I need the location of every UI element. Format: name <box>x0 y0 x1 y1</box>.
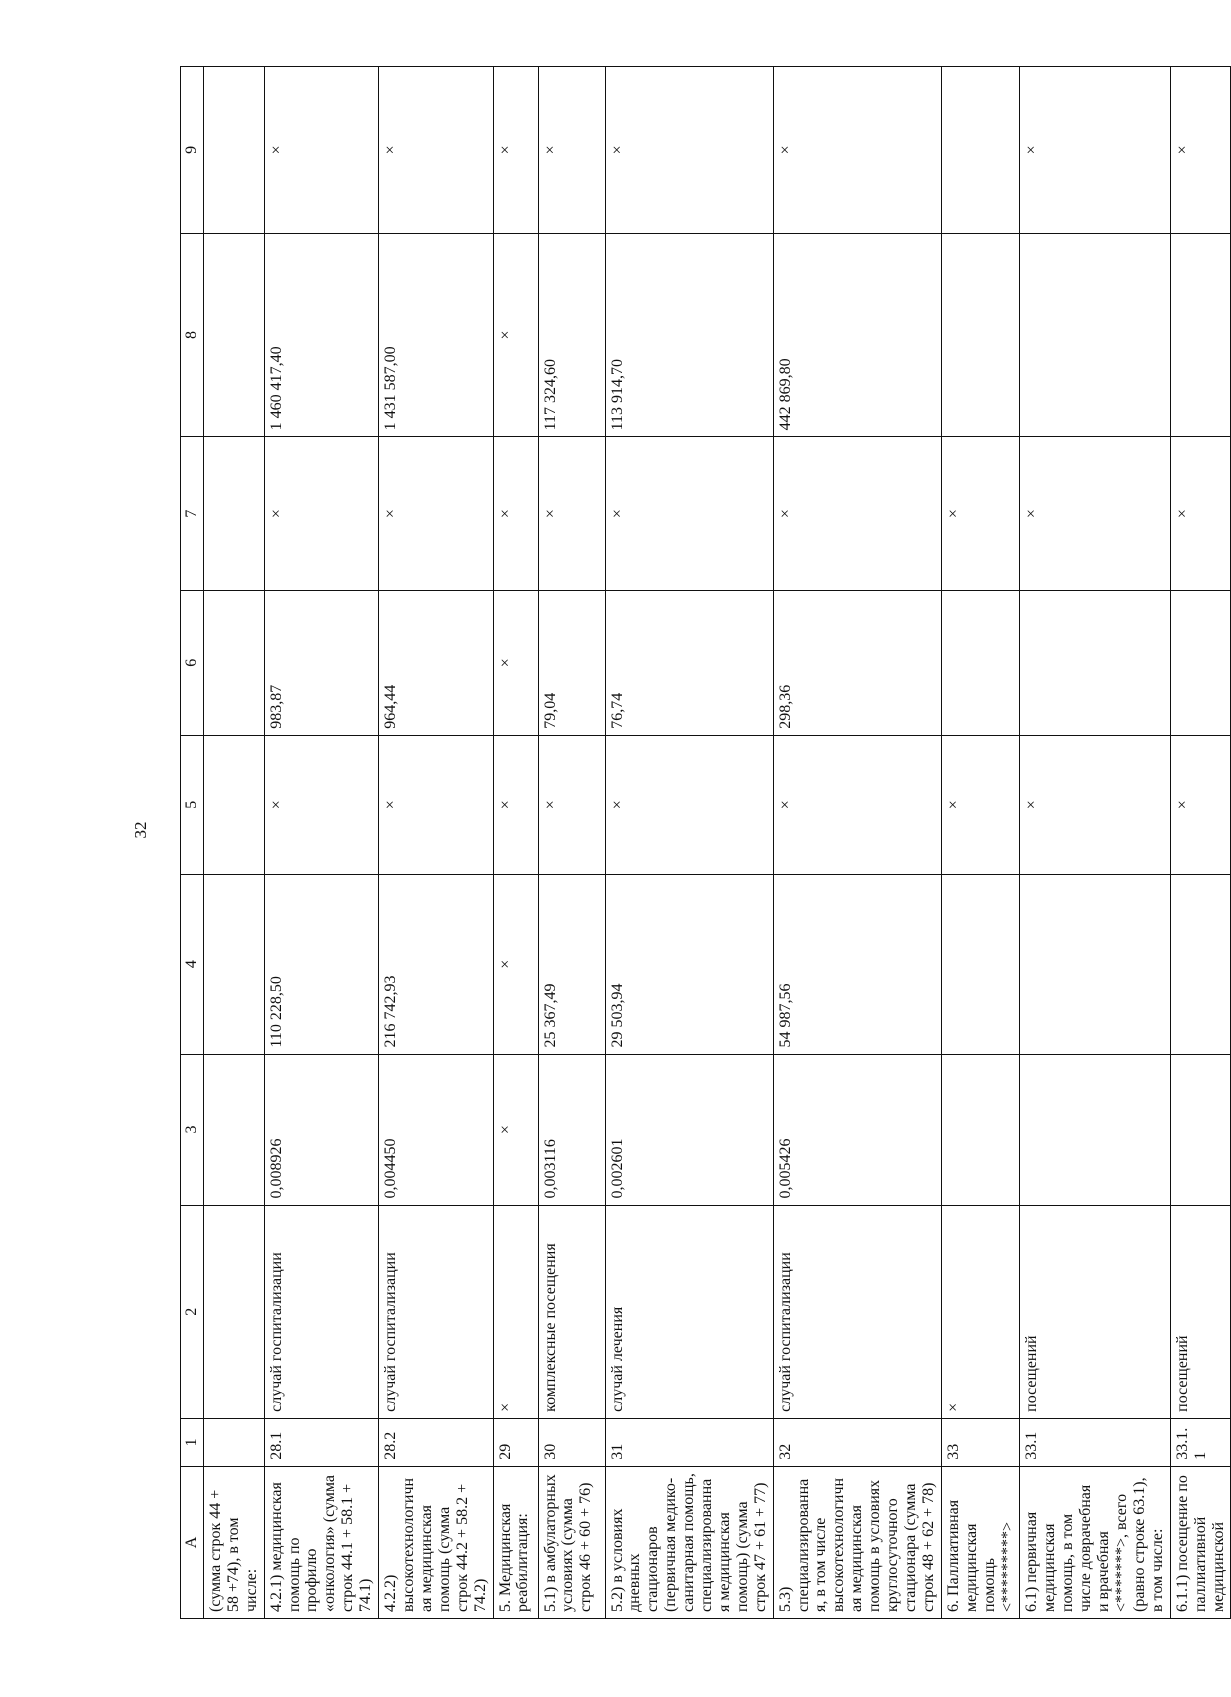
table-container <box>180 66 1227 1619</box>
header-cell-3: 3 <box>181 1054 204 1205</box>
table-cell <box>203 437 264 590</box>
table-cell: 0,003116 <box>538 1054 605 1205</box>
table-cell: 76,74 <box>605 590 773 735</box>
table-cell: × <box>493 590 538 735</box>
table-cell: случай госпитализации <box>773 1205 941 1418</box>
table-cell <box>1170 1054 1231 1205</box>
table-cell: 5.3) специализированная, в том числе высокотехнологичная медицинская помощь в условиях круглосуточного стационара (сумма строк 48 + 62 + 78) <box>773 1466 941 1618</box>
table-row <box>773 67 941 1619</box>
table-cell: 113 914,70 <box>605 233 773 437</box>
table-cell: × <box>379 735 493 874</box>
table-cell: × <box>493 874 538 1054</box>
table-cell: × <box>941 735 1020 874</box>
table-row <box>1020 67 1170 1619</box>
table-cell: 0,002601 <box>605 1054 773 1205</box>
table-cell: 0,004450 <box>379 1054 493 1205</box>
table-cell: × <box>605 67 773 234</box>
table-cell: (сумма строк 44 + 58 +74), в том числе: <box>203 1466 264 1618</box>
table-cell <box>941 67 1020 234</box>
table-cell <box>1020 1054 1170 1205</box>
table-cell: 0,008926 <box>264 1054 378 1205</box>
table-cell: × <box>493 735 538 874</box>
table-cell: × <box>941 1205 1020 1418</box>
table-row <box>1170 67 1231 1619</box>
table-cell <box>203 874 264 1054</box>
table-cell: 30 <box>538 1418 605 1466</box>
table-cell: случай госпитализации <box>379 1205 493 1418</box>
table-cell: 1 460 417,40 <box>264 233 378 437</box>
table-cell <box>203 1418 264 1466</box>
table-cell: × <box>1170 67 1231 234</box>
table-row <box>379 67 493 1619</box>
table-cell: × <box>493 233 538 437</box>
header-cell-a: А <box>181 1466 204 1618</box>
table-cell: × <box>493 1205 538 1418</box>
table-cell: 0,005426 <box>773 1054 941 1205</box>
table-cell: 29 <box>493 1418 538 1466</box>
table-cell: 6. Паллиативная медицинская помощь <*********> <box>941 1466 1020 1618</box>
table-cell: 216 742,93 <box>379 874 493 1054</box>
table-cell: 298,36 <box>773 590 941 735</box>
table-cell: 6.1) первичная медицинская помощь, в том числе доврачебная и врачебная <*******>, всего (равно строке 63.1), в том числе: <box>1020 1466 1170 1618</box>
table-cell: 79,04 <box>538 590 605 735</box>
data-table <box>180 66 1231 1619</box>
table-cell <box>203 1205 264 1418</box>
table-cell: 6.1.1) посещение по паллиативной медицинской <box>1170 1466 1231 1618</box>
table-cell <box>203 1054 264 1205</box>
table-cell: случай лечения <box>605 1205 773 1418</box>
table-cell: комплексные посещения <box>538 1205 605 1418</box>
table-row <box>493 67 538 1619</box>
table-cell: × <box>605 735 773 874</box>
table-cell: 28.2 <box>379 1418 493 1466</box>
table-row <box>941 67 1020 1619</box>
table-cell <box>1170 233 1231 437</box>
table-cell: 5.2) в условиях дневных стационаров (первичная медико-санитарная помощь, специализированная медицинская помощь) (сумма строк 47 + 61 + 77) <box>605 1466 773 1618</box>
table-cell <box>203 233 264 437</box>
table-cell: 4.2.1) медицинская помощь по профилю «онкология» (сумма строк 44.1 + 58.1 + 74.1) <box>264 1466 378 1618</box>
header-cell-8: 8 <box>181 233 204 437</box>
table-cell: × <box>264 67 378 234</box>
table-cell: 25 367,49 <box>538 874 605 1054</box>
table-cell <box>1020 874 1170 1054</box>
table-cell: × <box>773 437 941 590</box>
header-cell-7: 7 <box>181 437 204 590</box>
table-cell <box>1020 590 1170 735</box>
table-cell: × <box>1020 67 1170 234</box>
table-cell: 4.2.2) высокотехнологичная медицинская помощь (сумма строк 44.2 + 58.2 + 74.2) <box>379 1466 493 1618</box>
table-cell: 33 <box>941 1418 1020 1466</box>
header-cell-9: 9 <box>181 67 204 234</box>
table-cell: случай госпитализации <box>264 1205 378 1418</box>
table-cell: 964,44 <box>379 590 493 735</box>
table-cell: × <box>605 437 773 590</box>
table-cell <box>203 67 264 234</box>
table-row <box>264 67 378 1619</box>
table-cell: × <box>773 67 941 234</box>
table-cell <box>941 1054 1020 1205</box>
table-cell: посещений <box>1170 1205 1231 1418</box>
table-cell <box>203 735 264 874</box>
table-cell: × <box>538 437 605 590</box>
table-cell: × <box>538 735 605 874</box>
table-cell: × <box>1170 735 1231 874</box>
table-cell: 28.1 <box>264 1418 378 1466</box>
page-number: 32 <box>131 821 150 839</box>
table-cell <box>1020 233 1170 437</box>
table-cell: × <box>1170 437 1231 590</box>
table-cell: 31 <box>605 1418 773 1466</box>
table-cell: посещений <box>1020 1205 1170 1418</box>
header-row <box>181 67 204 1619</box>
table-cell <box>1170 590 1231 735</box>
table-cell: × <box>264 437 378 590</box>
header-cell-4: 4 <box>181 874 204 1054</box>
table-cell <box>941 874 1020 1054</box>
table-cell: 5. Медицинская реабилитация: <box>493 1466 538 1618</box>
table-cell: 1 431 587,00 <box>379 233 493 437</box>
table-cell: 5.1) в амбулаторных условиях (сумма строк 46 + 60 + 76) <box>538 1466 605 1618</box>
table-cell: 33.1.1 <box>1170 1418 1231 1466</box>
table-cell: × <box>493 1054 538 1205</box>
table-cell <box>941 590 1020 735</box>
table-cell: × <box>538 67 605 234</box>
header-cell-6: 6 <box>181 590 204 735</box>
table-row <box>538 67 605 1619</box>
header-cell-5: 5 <box>181 735 204 874</box>
header-cell-1: 1 <box>181 1418 204 1466</box>
table-cell: 32 <box>773 1418 941 1466</box>
table-cell: × <box>1020 437 1170 590</box>
table-cell: 442 869,80 <box>773 233 941 437</box>
table-cell: × <box>493 437 538 590</box>
table-cell: × <box>1020 735 1170 874</box>
table-row <box>203 67 264 1619</box>
table-cell: × <box>941 437 1020 590</box>
table-cell: 54 987,56 <box>773 874 941 1054</box>
table-cell: × <box>264 735 378 874</box>
table-cell <box>941 233 1020 437</box>
header-cell-2: 2 <box>181 1205 204 1418</box>
table-cell: × <box>379 437 493 590</box>
table-cell: 29 503,94 <box>605 874 773 1054</box>
table-cell: 110 228,50 <box>264 874 378 1054</box>
table-row <box>605 67 773 1619</box>
table-cell: × <box>773 735 941 874</box>
table-cell: × <box>493 67 538 234</box>
table-cell: 983,87 <box>264 590 378 735</box>
rotated-page-content <box>180 66 1227 1619</box>
table-cell: × <box>379 67 493 234</box>
table-cell <box>1170 874 1231 1054</box>
table-cell: 33.1 <box>1020 1418 1170 1466</box>
table-cell: 117 324,60 <box>538 233 605 437</box>
table-cell <box>203 590 264 735</box>
